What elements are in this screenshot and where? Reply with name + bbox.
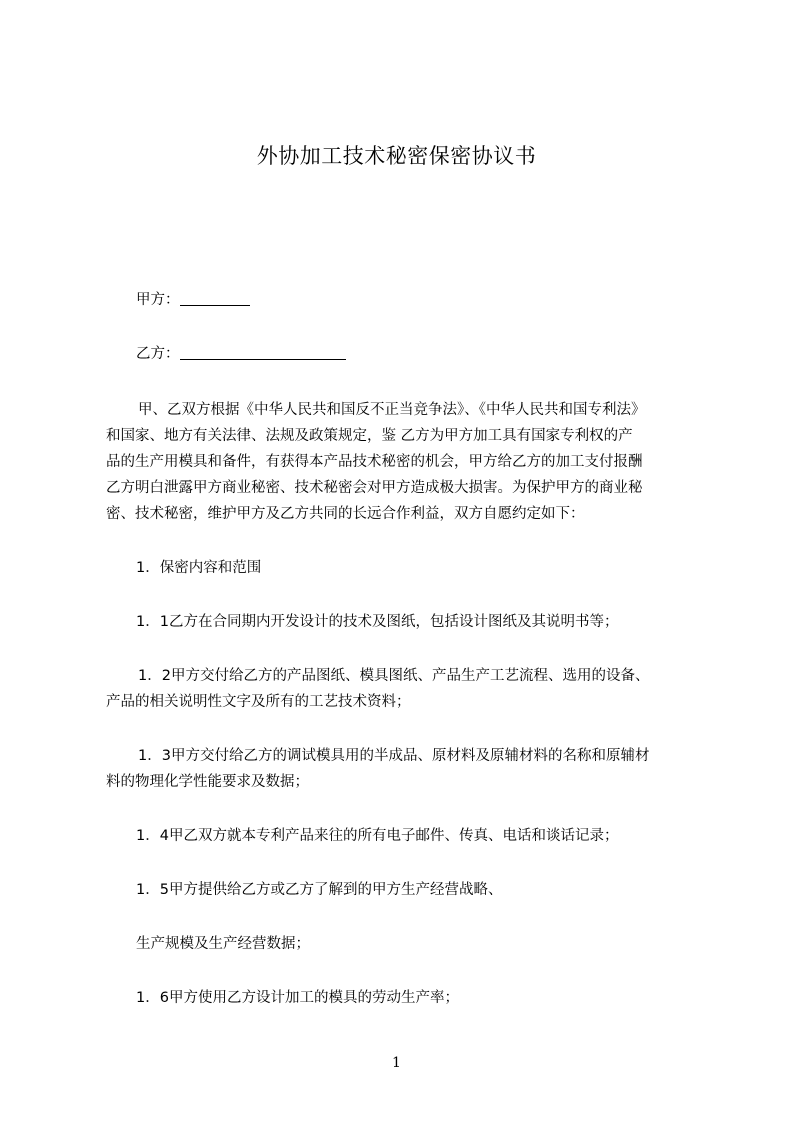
party-a-blank — [180, 291, 250, 306]
clause-1-2-line-1: 1．2甲方交付给乙方的产品图纸、模具图纸、产品生产工艺流程、选用的设备、 — [138, 668, 650, 684]
party-b-label: 乙方： — [136, 346, 180, 362]
clause-1-5: 1．5甲方提供给乙方或乙方了解到的甲方生产经营战略、 — [136, 882, 503, 898]
intro-line-2: 和国家、地方有关法律、法规及政策规定，鉴 乙方为甲方加工具有国家专利权的产 — [106, 428, 633, 444]
intro-line-4: 乙方明白泄露甲方商业秘密、技术秘密会对甲方造成极大损害。为保护甲方的商业秘 — [106, 480, 643, 496]
page-number: 1 — [392, 1055, 401, 1071]
clause-1-2-line-2: 产品的相关说明性文字及所有的工艺技术资料； — [106, 694, 411, 710]
clause-1-3-line-2: 料的物理化学性能要求及数据； — [106, 774, 309, 790]
intro-line-5: 密、技术秘密，维护甲方及乙方共同的长远合作利益，双方自愿约定如下： — [106, 506, 585, 522]
intro-line-3: 品的生产用模具和备件，有获得本产品技术秘密的机会，甲方给乙方的加工支付报酬 — [106, 454, 643, 470]
section-1-heading: 1．保密内容和范围 — [136, 560, 262, 576]
intro-line-1: 甲、乙双方根据《中华人民共和国反不正当竞争法》、《中华人民共和国专利法》 — [138, 402, 646, 418]
clause-1-3-line-1: 1．3甲方交付给乙方的调试模具用的半成品、原材料及原辅材料的名称和原辅材 — [138, 748, 650, 764]
clause-1-6: 1．6甲方使用乙方设计加工的模具的劳动生产率； — [136, 990, 459, 1006]
clause-1-1: 1．1乙方在合同期内开发设计的技术及图纸，包括设计图纸及其说明书等； — [136, 614, 619, 630]
clause-1-5-continued: 生产规模及生产经营数据； — [136, 936, 310, 952]
party-a-label: 甲方： — [136, 292, 180, 308]
document-title: 外协加工技术秘密保密协议书 — [256, 144, 537, 168]
clause-1-4: 1．4甲乙双方就本专利产品来往的所有电子邮件、传真、电话和谈话记录； — [136, 828, 619, 844]
party-b-line — [136, 344, 346, 364]
party-a-line — [136, 290, 250, 310]
party-b-blank — [180, 345, 346, 360]
